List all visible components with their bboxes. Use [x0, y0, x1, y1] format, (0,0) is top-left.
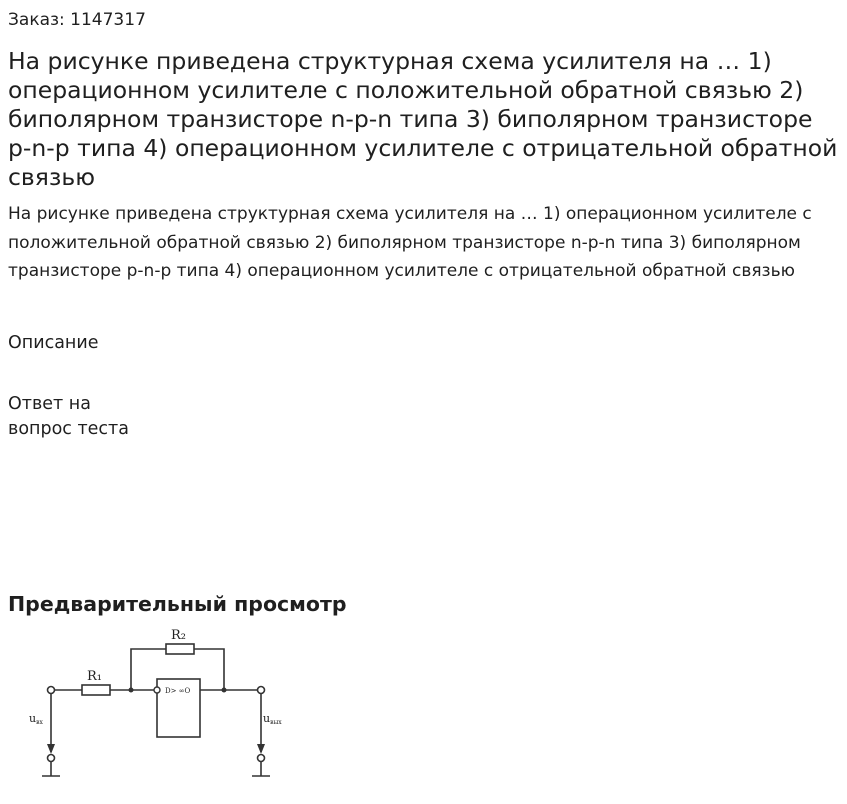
output-terminal [258, 687, 265, 694]
resistor-r2 [166, 644, 194, 654]
output-voltage-subscript: вых [270, 719, 282, 726]
input-terminal [48, 687, 55, 694]
output-voltage-arrow [257, 744, 265, 754]
output-voltage-symbol: u [263, 712, 271, 725]
opamp-input-node [154, 687, 160, 693]
resistor-r1-label: R₁ [87, 669, 102, 684]
junction-dot-right [222, 688, 227, 693]
order-number: Заказ: 1147317 [8, 10, 146, 30]
input-voltage-label [29, 712, 43, 726]
input-ground-terminal [48, 755, 55, 762]
input-voltage-arrow [47, 744, 55, 754]
opamp-label: D> ∞O [165, 687, 191, 695]
output-voltage-label [263, 712, 282, 726]
answer-label-line-1: Ответ на [8, 394, 91, 414]
preview-heading: Предварительный просмотр [8, 592, 347, 616]
output-ground-terminal [258, 755, 265, 762]
input-voltage-subscript: вх [36, 719, 43, 726]
question-text: На рисунке приведена структурная схема усилителя на … 1) операционном усилителе с положительной обратной связью 2) биполярном транзисторе n-p-n типа 3) биполярном транзисторе p-n-p типа 4) операционном усилителе с отрицательной обратной связью [8, 204, 812, 281]
circuit-wires [42, 649, 270, 776]
amplifier-circuit-diagram [20, 624, 320, 784]
resistor-r2-label: R₂ [171, 628, 186, 643]
question-title: На рисунке приведена структурная схема усилителя на … 1) операционном усилителе с положительной обратной связью 2) биполярном транзисторе n-p-n типа 3) биполярном транзисторе p-n-p типа 4) операционном усилителе с отрицательной обратной связью [8, 47, 838, 191]
junction-dot-left [129, 688, 134, 693]
description-heading: Описание [8, 333, 99, 353]
input-voltage-symbol: u [29, 712, 37, 725]
resistor-r1 [82, 685, 110, 695]
answer-label [8, 392, 158, 442]
answer-label-line-2: вопрос теста [8, 419, 129, 439]
